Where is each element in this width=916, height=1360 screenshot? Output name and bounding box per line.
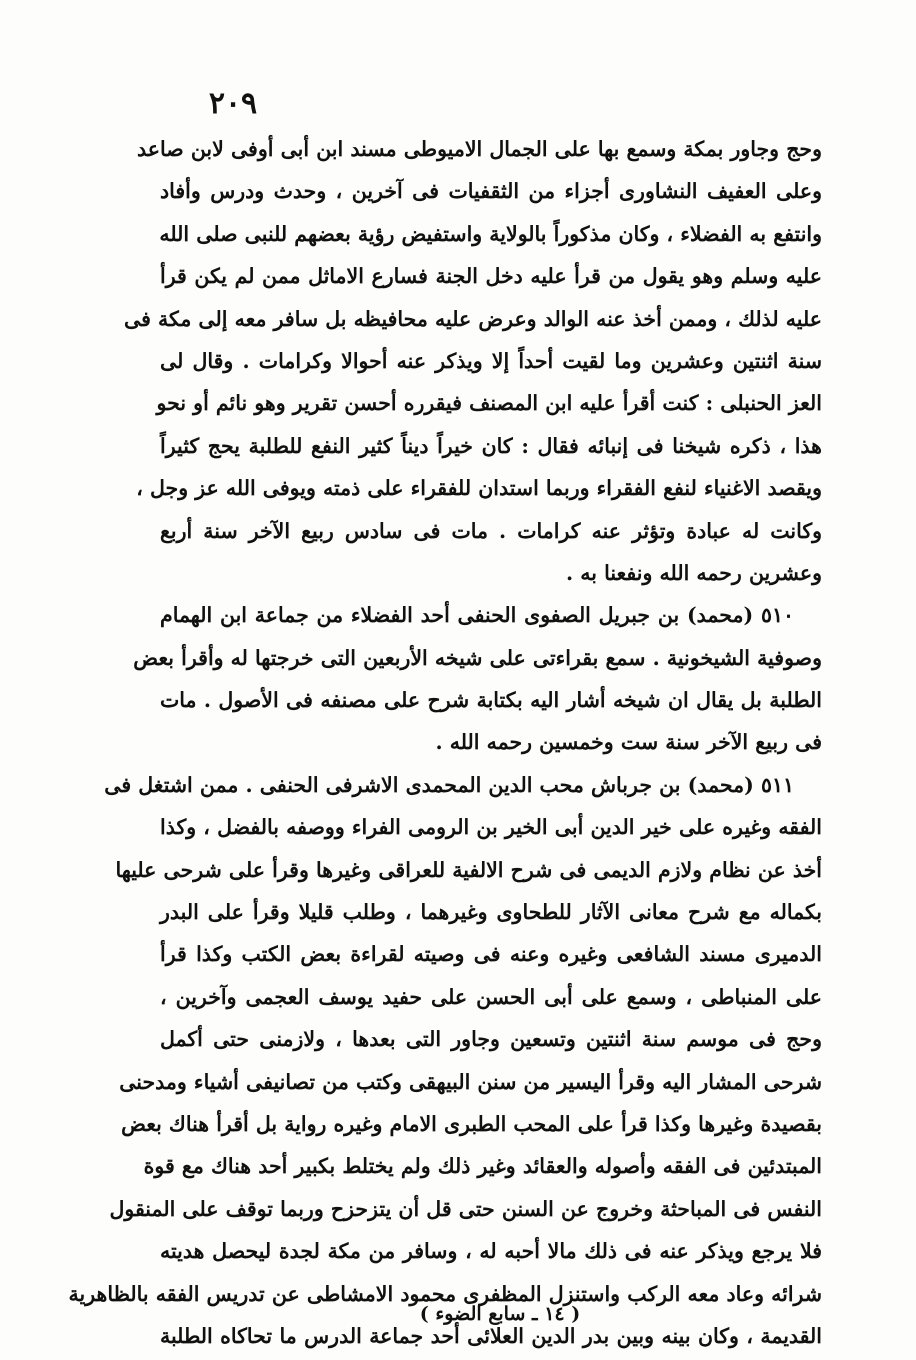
page-number: ٢٠٩	[208, 86, 258, 121]
text-line: فلا يرجع ويذكر عنه فى ذلك مالا أحبه له ، وسافر من مكة لجدة ليحصل هديته	[160, 1239, 822, 1264]
text-line: سنة اثنتين وعشرين وما لقيت أحداً إلا ويذكر عنه أحوالا وكرامات . وقال لى	[160, 348, 822, 373]
entry-heading-line: ٥١١ (محمد) بن جرباش محب الدين المحمدى الاشرفى الحنفى . ممن اشتغل فى	[104, 772, 794, 797]
text-line: العز الحنبلى : كنت أقرأ عليه ابن المصنف فيقرره أحسن تقرير وهو نائم أو نحو	[156, 391, 822, 416]
text-line: وعلى العفيف النشاورى أجزاء من الثقفيات فى آخرين ، وحدث ودرس وأفاد	[160, 179, 822, 204]
text-line: ويقصد الاغنياء لنفع الفقراء وربما استدان للفقراء على ذمته ويوفى الله عز وجل ،	[136, 476, 822, 501]
text-line: وعشرين رحمه الله ونفعنا به .	[566, 560, 822, 585]
text-line: وكانت له عبادة وتؤثر عنه كرامات . مات فى سادس ربيع الآخر سنة أربع	[160, 518, 822, 543]
text-line: شرحى المشار اليه وقرأ اليسير من سنن البيهقى وكتب من تصانيفى أشياء ومدحنى	[119, 1069, 822, 1094]
text-line: بقصيدة وغيرها وكذا قرأ على المحب الطبرى الامام وغيره رواية بل أقرأ هناك بعض	[121, 1111, 822, 1136]
text-line: عليه لذلك ، وممن أخذ عنه الوالد وعرض عليه محافيظه بل سافر معه إلى مكة فى	[123, 306, 822, 331]
text-line: فى ربيع الآخر سنة ست وخمسين رحمه الله .	[435, 730, 822, 755]
text-line: القديمة ، وكان بينه وبين بدر الدين العلائى أحد جماعة الدرس ما تحاكاه الطلبة	[160, 1323, 822, 1348]
text-line: الطلبة بل يقال ان شيخه أشار اليه بكتابة شرح على مصنفه فى الأصول . مات	[160, 688, 822, 713]
entry-heading-line: ٥١٠ (محمد) بن جبريل الصفوى الحنفى أحد الفضلاء من جماعة ابن الهمام	[160, 603, 794, 628]
text-line: هذا ، ذكره شيخنا فى إنبائه فقال : كان خيراً ديناً كثير النفع للطلبة يحج كثيراً	[160, 433, 822, 458]
text-line: على المنباطى ، وسمع على أبى الحسن على حفيد يوسف العجمى وآخرين ،	[160, 984, 822, 1009]
text-line: وصوفية الشيخونية . سمع بقراءتى على شيخه الأربعين التى خرجتها له وأقرأ بعض	[133, 645, 822, 670]
text-line: النفس فى المباحثة وخروج عن السنن حتى قل أن يتزحزح وربما توقف على المنقول	[109, 1196, 822, 1221]
text-line: المبتدئين فى الفقه وأصوله والعقائد وغير ذلك ولم يختلط بكبير أحد هناك مع قوة	[143, 1154, 822, 1179]
text-line: الدميرى مسند الشافعى وغيره وعنه فى وصيته لقراءة بعض الكتب وكذا قرأ	[160, 942, 822, 967]
text-line: شرائه وعاد معه الركب واستنزل المظفرى محمود الامشاطى عن تدريس الفقه بالظاهرية	[68, 1281, 822, 1306]
signature-mark: ( ١٤ ـ سابع الضوء )	[419, 1303, 581, 1325]
text-line: وحج فى موسم سنة اثنتين وتسعين وجاور التى بعدها ، ولازمنى حتى أكمل	[160, 1027, 822, 1052]
body-text	[68, 128, 822, 1357]
text-line: الفقه وغيره على خير الدين أبى الخير بن الرومى الفراء ووصفه بالفضل ، وكذا	[160, 815, 822, 840]
text-line: وحج وجاور بمكة وسمع بها على الجمال الاميوطى مسند ابن أبى أوفى لابن صاعد	[137, 137, 822, 161]
text-line: بكماله مع شرح معانى الآثار للطحاوى وغيرهما ، وطلب قليلا وقرأ على البدر	[160, 900, 822, 925]
text-line: عليه وسلم وهو يقول من قرأ عليه دخل الجنة فسارع الاماثل ممن لم يكن قرأ	[160, 264, 822, 289]
text-line: أخذ عن نظام ولازم الديمى فى شرح الالفية للعراقى وغيرها وقرأ على شرحى عليها	[115, 857, 822, 882]
text-line: وانتفع به الفضلاء ، وكان مذكوراً بالولاية واستفيض رؤية بعضهم للنبى صلى الله	[159, 221, 822, 246]
